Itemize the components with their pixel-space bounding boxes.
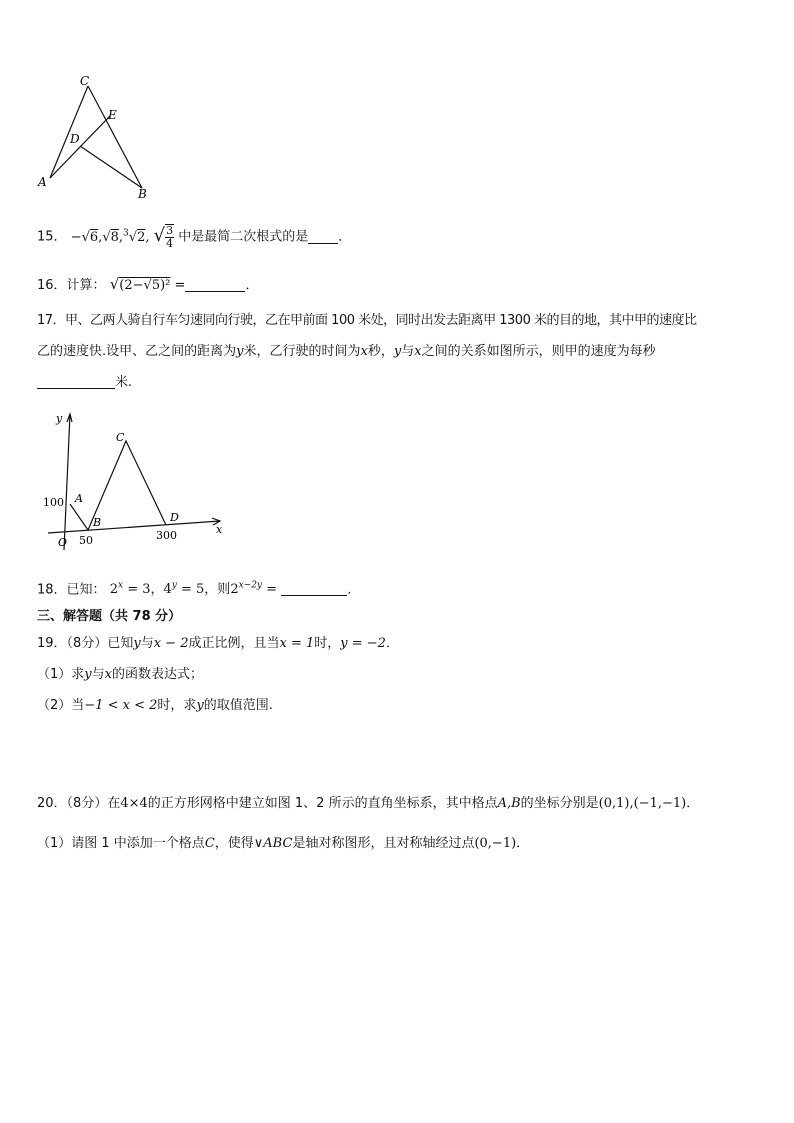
point-label-c: C [116,431,125,444]
vertex-label-a: A [38,175,47,189]
vertex-label-b: B [138,187,147,201]
question-18: 18．已知： $2^x = 3$，$4^y = 5$，则$2^{x-2y}$ = . [37,581,352,598]
q15-text: 中是最简二次根式的是 [178,229,309,245]
x-axis [48,521,220,533]
point-label-a: A [75,492,83,505]
axis-label-y: y [56,412,63,425]
triangle-figure [30,72,160,204]
q16-answer-blank[interactable] [185,277,245,292]
question-19-stem: 19．（8分）已知y与x − 2成正比例，且当x = 1时，y = −2． [37,636,399,651]
q18-answer-blank[interactable] [281,581,347,596]
vertex-label-c: C [80,74,90,88]
section-heading: 三、解答题（共 78 分） [37,609,182,624]
question-17-line-3: 米. [37,374,132,392]
y-axis [64,414,70,550]
vertex-label-d: D [70,132,80,146]
q16-expression: √(2−√5)² [109,275,171,293]
graph-line [70,441,166,530]
tick-label-50: 50 [79,534,93,547]
point-label-d: D [170,511,179,524]
point-label-b: B [93,516,102,529]
q15-number: 15． [37,229,67,245]
question-16: 16．计算： √(2−√5)² = ． [37,275,259,293]
distance-time-graph [38,408,238,556]
question-17-line-2: 乙的速度快.设甲、乙之间的距离为y米，乙行驶的时间为x秒，y与x之间的关系如图所示，则甲的速度为每秒 [37,344,656,359]
q15-answer-blank[interactable] [308,229,338,244]
tick-label-100: 100 [43,496,64,509]
question-15: 15． −√6,√8,$^3$√2, √ $\frac{3}{4}$ 中是最简二次根式的是 ． [37,224,352,250]
q15-expression: −√6,√8,$^3$√2, √ $\frac{3}{4}$ [70,224,174,250]
question-19-part-1: （1）求y与x的函数表达式； [37,667,204,682]
vertex-label-e: E [108,108,117,122]
axis-label-x: x [216,523,223,536]
origin-label: O [58,536,68,549]
q18-expression: $2^x = 3$，$4^y = 5$，则$2^{x-2y}$ = [109,581,278,598]
q16-number: 16． [37,278,67,293]
question-20-stem: 20．（8分）在4×4的正方形网格中建立如图 1、2 所示的直角坐标系，其中格点A,B的坐标分别是(0,1),(−1,−1)． [37,796,700,811]
tick-label-300: 300 [156,529,177,542]
question-17-line-1: 17．甲、乙两人骑自行车匀速同向行驶，乙在甲前面 100 米处，同时出发去距离甲 1300 米的目的地，其中甲的速度比 [37,313,697,328]
q17-answer-blank[interactable] [37,374,115,389]
question-20-part-1: （1）请图 1 中添加一个格点C，使得∨ABC是轴对称图形，且对称轴经过点(0,−1)． [37,836,530,851]
question-19-part-2: （2）当−1 < x < 2时，求y的取值范围. [37,698,273,713]
